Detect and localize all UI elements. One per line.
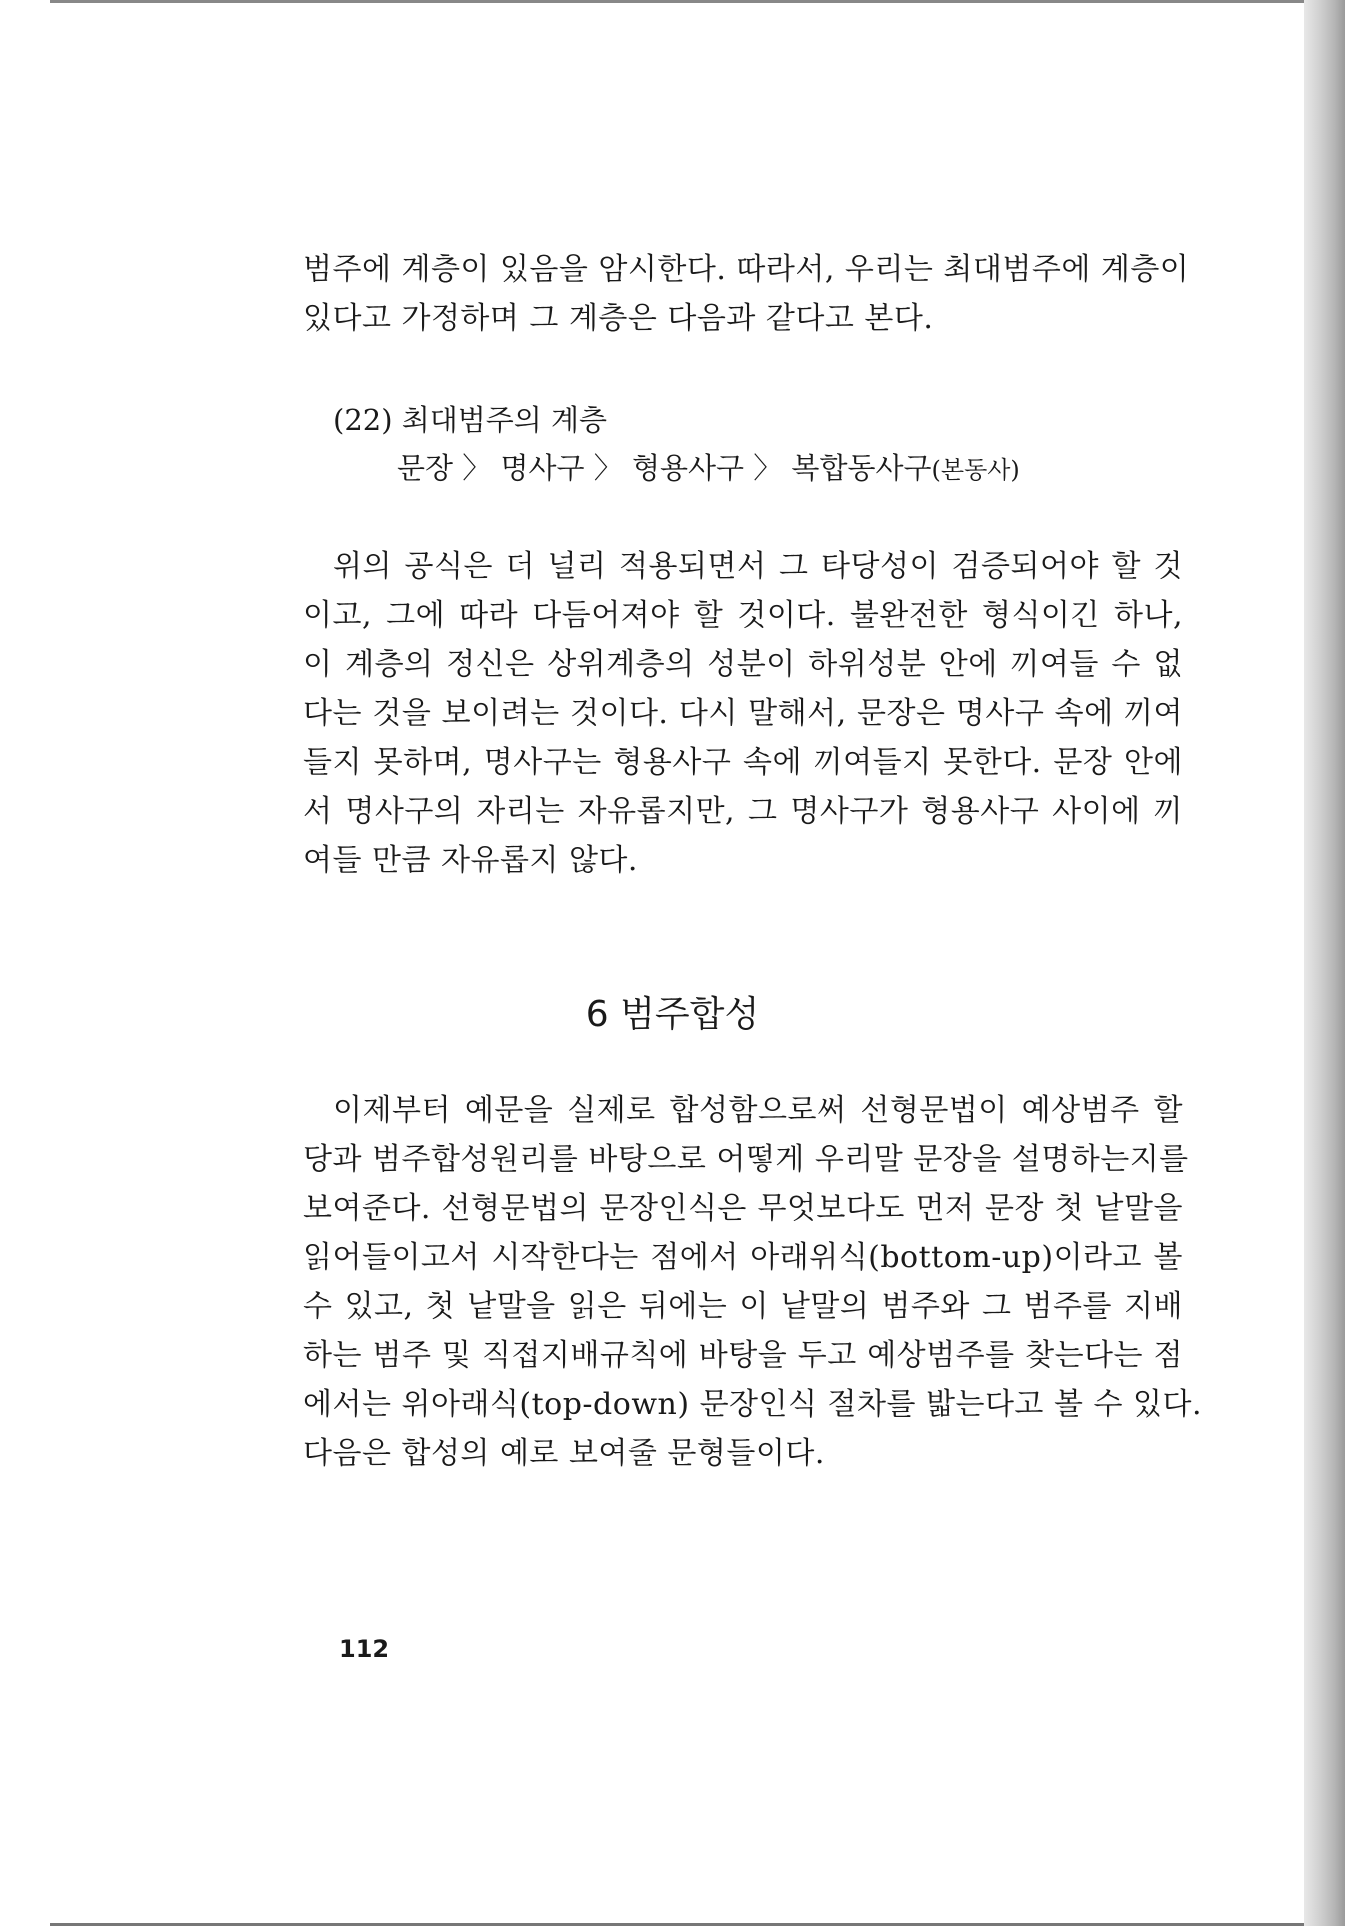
paragraph-line: 다음은 합성의 예로 보여줄 문형들이다.	[303, 1436, 825, 1471]
paragraph-2	[303, 542, 1183, 885]
paragraph-line: 읽어들이고서 시작한다는 점에서 아래위식(bottom-up)이라고 볼	[303, 1240, 1183, 1275]
page-edge-shadow	[1304, 0, 1345, 1926]
paragraph-line: 범주에 계층이 있음을 암시한다. 따라서, 우리는 최대범주에 계층이	[303, 252, 1190, 287]
example-label: (22) 최대범주의 계층	[333, 403, 608, 437]
paragraph-line: 보여준다. 선형문법의 문장인식은 무엇보다도 먼저 문장 첫 낱말을	[303, 1191, 1183, 1226]
paragraph-line: 서 명사구의 자리는 자유롭지만, 그 명사구가 형용사구 사이에 끼	[303, 794, 1183, 829]
paragraph-3	[303, 1086, 1202, 1478]
paragraph-line: 이고, 그에 따라 다듬어져야 할 것이다. 불완전한 형식이긴 하나,	[303, 598, 1183, 633]
paragraph-line: 다는 것을 보이려는 것이다. 다시 말해서, 문장은 명사구 속에 끼여	[303, 696, 1183, 731]
paragraph-line: 이 계층의 정신은 상위계층의 성분이 하위성분 안에 끼여들 수 없	[303, 647, 1183, 682]
paragraph-line: 여들 만큼 자유롭지 않다.	[303, 843, 638, 878]
paragraph-line: 하는 범주 및 직접지배규칙에 바탕을 두고 예상범주를 찾는다는 점	[303, 1338, 1183, 1373]
page-number: 112	[339, 1635, 390, 1663]
paragraph-1	[303, 245, 1190, 343]
paragraph-line: 위의 공식은 더 널리 적용되면서 그 타당성이 검증되어야 할 것	[333, 549, 1183, 584]
paragraph-line: 수 있고, 첫 낱말을 읽은 뒤에는 이 낱말의 범주와 그 범주를 지배	[303, 1289, 1183, 1324]
paragraph-line: 들지 못하며, 명사구는 형용사구 속에 끼여들지 못한다. 문장 안에	[303, 745, 1183, 780]
paragraph-line: 당과 범주합성원리를 바탕으로 어떻게 우리말 문장을 설명하는지를	[303, 1142, 1189, 1177]
hierarchy-main: 문장 〉 명사구 〉 형용사구 〉 복합동사구	[397, 451, 932, 485]
example-hierarchy	[397, 448, 1020, 490]
paragraph-line: 에서는 위아래식(top-down) 문장인식 절차를 밟는다고 볼 수 있다.	[303, 1387, 1202, 1422]
paragraph-line: 이제부터 예문을 실제로 합성함으로써 선형문법이 예상범주 할	[333, 1093, 1183, 1128]
hierarchy-note: (본동사)	[931, 456, 1020, 484]
section-title: 6 범주합성	[585, 994, 760, 1035]
paragraph-line: 있다고 가정하며 그 계층은 다음과 같다고 본다.	[303, 301, 934, 336]
